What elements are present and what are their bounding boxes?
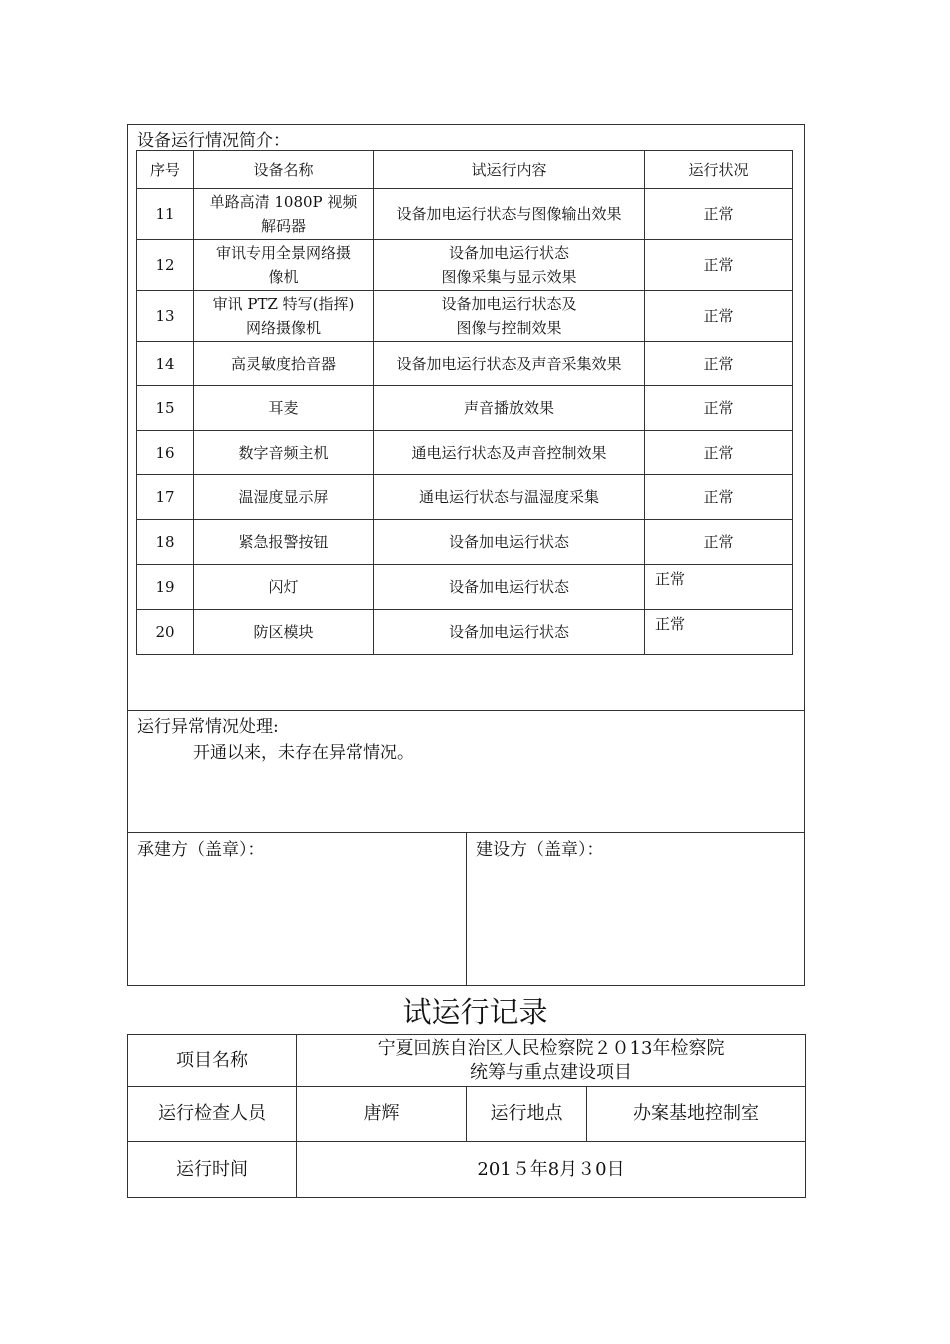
row-content: 设备加电运行状态 xyxy=(374,565,645,610)
row-status: 正常 xyxy=(645,342,793,386)
table-row xyxy=(137,240,793,291)
table-row xyxy=(137,189,793,240)
time-row xyxy=(128,1142,806,1198)
header-status: 运行状况 xyxy=(645,151,793,189)
row-status: 正常 xyxy=(645,189,793,240)
anomaly-body: 开通以来，未存在异常情况。 xyxy=(193,743,414,763)
row-no: 17 xyxy=(137,475,194,520)
header-no: 序号 xyxy=(137,151,194,189)
contractor-label: 承建方（盖章）： xyxy=(137,840,265,860)
table-row xyxy=(137,610,793,655)
table-row xyxy=(137,475,793,520)
row-status: 正常 xyxy=(645,565,793,610)
row-status: 正常 xyxy=(645,610,793,655)
row-name: 闪灯 xyxy=(194,565,374,610)
row-name: 防区模块 xyxy=(194,610,374,655)
equipment-table xyxy=(136,150,793,655)
row-no: 20 xyxy=(137,610,194,655)
record-title: 试运行记录 xyxy=(402,995,548,1029)
location-value: 办案基地控制室 xyxy=(587,1087,806,1142)
table-header-row xyxy=(137,151,793,189)
row-content: 设备加电运行状态与图像输出效果 xyxy=(374,189,645,240)
row-status: 正常 xyxy=(645,475,793,520)
row-status: 正常 xyxy=(645,386,793,431)
table-row xyxy=(137,342,793,386)
row-content: 设备加电运行状态及 图像与控制效果 xyxy=(374,291,645,342)
row-name: 数字音频主机 xyxy=(194,431,374,475)
inspector-row xyxy=(128,1087,806,1142)
row-no: 15 xyxy=(137,386,194,431)
table-row xyxy=(137,386,793,431)
project-value: 宁夏回族自治区人民检察院２０13年检察院 统筹与重点建设项目 xyxy=(297,1035,806,1087)
inspector-value: 唐辉 xyxy=(297,1087,467,1142)
table-row xyxy=(137,291,793,342)
row-content: 设备加电运行状态及声音采集效果 xyxy=(374,342,645,386)
row-no: 11 xyxy=(137,189,194,240)
row-status: 正常 xyxy=(645,431,793,475)
project-label: 项目名称 xyxy=(128,1035,297,1087)
time-label: 运行时间 xyxy=(128,1142,297,1198)
row-name: 审讯 PTZ 特写(指挥) 网络摄像机 xyxy=(194,291,374,342)
table-row xyxy=(137,431,793,475)
header-name: 设备名称 xyxy=(194,151,374,189)
row-content: 声音播放效果 xyxy=(374,386,645,431)
row-status: 正常 xyxy=(645,240,793,291)
row-no: 16 xyxy=(137,431,194,475)
row-content: 通电运行状态与温湿度采集 xyxy=(374,475,645,520)
row-name: 审讯专用全景网络摄 像机 xyxy=(194,240,374,291)
inspector-label: 运行检查人员 xyxy=(128,1087,297,1142)
row-no: 14 xyxy=(137,342,194,386)
row-no: 12 xyxy=(137,240,194,291)
project-row xyxy=(128,1035,806,1087)
time-value: 201５年8月３0日 xyxy=(297,1142,806,1198)
anomaly-title: 运行异常情况处理: xyxy=(137,717,279,737)
record-table xyxy=(127,1034,806,1198)
row-name: 紧急报警按钮 xyxy=(194,520,374,565)
row-no: 13 xyxy=(137,291,194,342)
row-status: 正常 xyxy=(645,520,793,565)
row-name: 耳麦 xyxy=(194,386,374,431)
section-title: 设备运行情况简介： xyxy=(137,131,290,151)
row-content: 设备加电运行状态 xyxy=(374,610,645,655)
table-row xyxy=(137,565,793,610)
row-content: 设备加电运行状态 xyxy=(374,520,645,565)
location-label: 运行地点 xyxy=(467,1087,587,1142)
table-row xyxy=(137,520,793,565)
row-no: 18 xyxy=(137,520,194,565)
row-status: 正常 xyxy=(645,291,793,342)
row-name: 温湿度显示屏 xyxy=(194,475,374,520)
row-content: 通电运行状态及声音控制效果 xyxy=(374,431,645,475)
row-name: 高灵敏度拾音器 xyxy=(194,342,374,386)
row-content: 设备加电运行状态 图像采集与显示效果 xyxy=(374,240,645,291)
header-content: 试运行内容 xyxy=(374,151,645,189)
row-name: 单路高清 1080P 视频 解码器 xyxy=(194,189,374,240)
owner-label: 建设方（盖章）： xyxy=(476,840,604,860)
row-no: 19 xyxy=(137,565,194,610)
